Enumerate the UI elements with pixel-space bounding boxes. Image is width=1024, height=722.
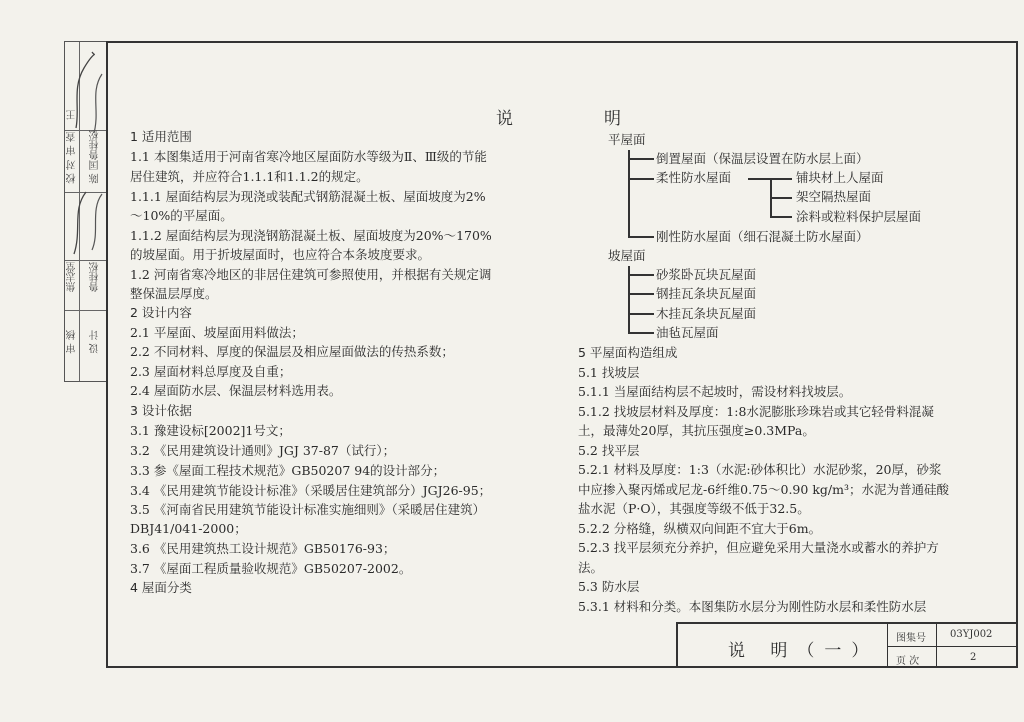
text-line: 土，最薄处20厚，其抗压强度≥0.3MPa。	[578, 423, 815, 438]
design-label: 设 计	[90, 330, 101, 354]
tree-branch	[628, 313, 654, 315]
tree-branch	[628, 332, 654, 334]
signature-middle	[66, 180, 108, 260]
text-line: 1.1 本图集适用于河南省寒冷地区屋面防水等级为Ⅱ、Ⅲ级的节能	[130, 149, 487, 164]
flat-roof-root: 平屋面	[608, 132, 646, 147]
title-block	[676, 622, 1018, 668]
section-4-heading: 4 屋面分类	[130, 580, 192, 595]
text-line: 1.2 河南省寒冷地区的非居住建筑可参照使用，并根据有关规定调	[130, 267, 492, 282]
text-line: 居住建筑，并应符合1.1.1和1.1.2的规定。	[130, 169, 369, 184]
flexible-sub-coating: 涂料或粒料保护层屋面	[796, 209, 922, 224]
text-line: 3.4 《民用建筑节能设计标准》（采暖居住建筑部分）JGJ26-95；	[130, 483, 492, 498]
text-line: 3.2 《民用建筑设计通则》JGJ 37-87（试行）；	[130, 443, 396, 458]
slope-item: 钢挂瓦条块瓦屋面	[656, 286, 757, 301]
text-line: 5.3 防水层	[578, 579, 640, 594]
text-line: 3.5 《河南省民用建筑节能设计标准实施细则》（采暖居住建筑）	[130, 502, 486, 517]
slope-item: 油毡瓦屋面	[656, 325, 719, 340]
flat-item-rigid: 刚性防水屋面（细石混凝土防水屋面）	[656, 229, 869, 244]
strip-row-divider	[65, 260, 107, 261]
flexible-sub-overhead: 架空隔热屋面	[796, 189, 872, 204]
section-1-heading: 1 适用范围	[130, 129, 192, 144]
tree-branch	[770, 216, 792, 218]
text-line: 5.3.1 材料和分类。本图集防水层分为刚性防水层和柔性防水层	[578, 599, 927, 614]
reviewer-name: 焦志堂	[67, 262, 78, 292]
text-line: ～10%的平屋面。	[130, 208, 233, 223]
title-block-main-cell	[678, 624, 888, 668]
tree-branch	[628, 150, 630, 236]
text-line: 5.1 找坡层	[578, 365, 640, 380]
text-line: 5.2.3 找平层须充分养护，但应避免采用大量浇水或蓄水的养护方	[578, 540, 939, 555]
approver-label: 王	[67, 110, 78, 120]
page-number-value: 2	[970, 652, 977, 663]
tree-branch	[628, 178, 654, 180]
text-line: 3.6 《民用建筑热工设计规范》GB50176-93；	[130, 541, 396, 556]
title-block-divider	[936, 624, 937, 668]
flat-item-inverted: 倒置屋面（保温层设置在防水层上面）	[656, 151, 869, 166]
proofreader-name: 陈 国	[90, 160, 101, 184]
text-line: 盐水泥（P·O），其强度等级不低于32.5。	[578, 501, 810, 516]
text-line: 5.2.1 材料及厚度：1:3（水泥:砂体积比）水泥砂浆，20厚，砂浆	[578, 462, 942, 477]
text-line: 3.7 《屋面工程质量验收规范》GB50207-2002。	[130, 561, 412, 576]
text-line: 整保温层厚度。	[130, 286, 218, 301]
text-line: 1.1.2 屋面结构层为现浇钢筋混凝土板、屋面坡度为20%～170%	[130, 228, 492, 243]
tree-branch	[628, 158, 654, 160]
check-label: 审 查	[67, 132, 78, 156]
tree-branch	[628, 266, 630, 332]
checker-name: 鲁桂松	[90, 130, 101, 160]
section-5-heading: 5 平屋面构造组成	[578, 345, 678, 360]
text-line: 5.1.2 找坡层材料及厚度：1:8水泥膨胀珍珠岩或其它轻骨料混凝	[578, 404, 934, 419]
section-2-heading: 2 设计内容	[130, 305, 192, 320]
title-char-right: 明	[604, 109, 623, 129]
tree-branch	[770, 197, 792, 199]
slope-roof-root: 坡屋面	[608, 248, 646, 263]
strip-row-divider	[65, 310, 107, 311]
text-line: 5.2 找平层	[578, 443, 640, 458]
text-line: 法。	[578, 560, 604, 575]
text-line: 3.3 参《屋面工程技术规范》GB50207 94的设计部分；	[130, 463, 446, 478]
text-line: DBJ41/041-2000；	[130, 521, 247, 536]
text-line: 1.1.1 屋面结构层为现浇或装配式钢筋混凝土板、屋面坡度为2%	[130, 189, 486, 204]
text-line: 2.3 屋面材料总厚度及自重；	[130, 364, 292, 379]
tree-branch	[628, 293, 654, 295]
text-line: 2.4 屋面防水层、保温层材料选用表。	[130, 383, 342, 398]
title-char-left: 说	[496, 109, 515, 129]
atlas-number-value: 03YJ002	[950, 629, 993, 640]
tree-branch	[628, 236, 654, 238]
text-line: 5.1.1 当屋面结构层不起坡时，需设材料找坡层。	[578, 384, 852, 399]
text-line: 2.2 不同材料、厚度的保温层及相应屋面做法的传热系数；	[130, 344, 454, 359]
flat-item-flexible: 柔性防水屋面	[656, 170, 732, 185]
page-title	[496, 104, 623, 129]
signature-top	[66, 48, 108, 138]
text-line: 2.1 平屋面、坡屋面用料做法；	[130, 325, 304, 340]
slope-item: 砂浆卧瓦块瓦屋面	[656, 267, 757, 282]
designer-name: 鲁桂松	[90, 262, 101, 292]
atlas-number-label: 图集号	[896, 633, 926, 644]
tree-branch	[628, 274, 654, 276]
text-line: 5.2.2 分格缝，纵横双向间距不宜大于6m。	[578, 521, 822, 536]
flexible-sub-paved: 铺块材上人屋面	[796, 170, 884, 185]
title-block-divider	[888, 646, 1018, 647]
slope-item: 木挂瓦条块瓦屋面	[656, 306, 757, 321]
text-line: 的坡屋面。用于折坡屋面时，也应符合本条坡度要求。	[130, 247, 431, 262]
review-label: 审 核	[67, 330, 78, 354]
title-block-title: 说 明（一）	[728, 641, 879, 661]
proofread-label: 校 对	[67, 160, 78, 184]
text-line: 3.1 豫建设标[2002]1号文；	[130, 423, 291, 438]
section-3-heading: 3 设计依据	[130, 403, 192, 418]
text-line: 中应掺入聚丙烯或尼龙-6纤维0.75～0.90 kg/m³；水泥为普通硅酸	[578, 482, 949, 497]
page-number-label: 页 次	[896, 656, 920, 667]
